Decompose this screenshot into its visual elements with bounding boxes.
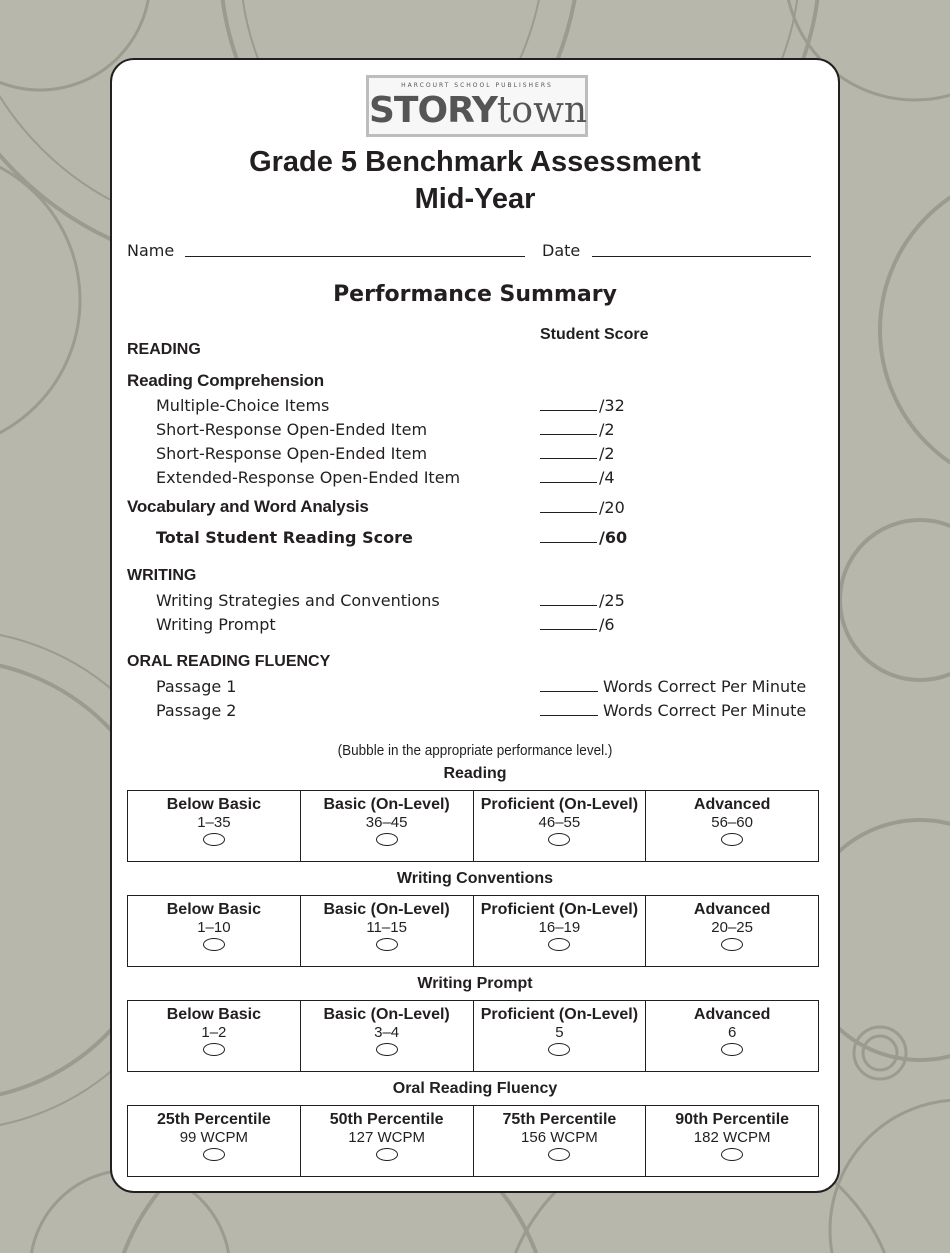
summary-heading: Performance Summary [333,282,617,307]
performance-table [127,895,819,967]
level-label: Proficient (On-Level) [480,796,639,813]
answer-bubble[interactable] [721,1148,743,1161]
storytown-logo [366,75,588,137]
page-title: Grade 5 Benchmark Assessment [249,146,701,178]
performance-cell [300,1106,473,1176]
level-range: 5 [555,1024,564,1041]
answer-bubble[interactable] [376,833,398,846]
level-range: 46–55 [538,814,581,831]
score-item-label: Short-Response Open-Ended Item [156,444,428,463]
answer-bubble[interactable] [548,1148,570,1161]
level-range: 6 [727,1024,737,1041]
passage-label: Passage 1 [156,677,237,696]
score-blank[interactable]: /6 [540,615,615,634]
level-range: 20–25 [711,919,753,936]
fluency-heading: ORAL READING FLUENCY [127,653,331,670]
level-label: 25th Percentile [156,1111,271,1128]
answer-bubble[interactable] [376,1148,398,1161]
table-title: Oral Reading Fluency [392,1080,558,1097]
level-range: 36–45 [365,814,408,831]
score-item-label: Short-Response Open-Ended Item [156,420,428,439]
table-title: Writing Prompt [417,975,533,992]
performance-cell [128,1001,300,1071]
page-subtitle: Mid-Year [414,183,536,215]
level-range: 156 WCPM [521,1129,598,1146]
score-blank[interactable]: /32 [540,396,625,415]
wcpm-blank[interactable]: Words Correct Per Minute [540,701,806,720]
level-label: Below Basic [166,1006,261,1023]
performance-table [127,1000,819,1072]
performance-cell [128,1106,300,1176]
level-range: 16–19 [538,919,581,936]
score-blank[interactable]: /20 [540,498,625,517]
score-item-label: Writing Strategies and Conventions [156,591,440,610]
performance-cell [300,791,473,861]
performance-cell [645,1001,818,1071]
level-label: Basic (On-Level) [323,1006,450,1023]
answer-bubble[interactable] [376,938,398,951]
level-label: Basic (On-Level) [323,901,450,918]
score-blank[interactable]: /2 [540,420,615,439]
writing-heading: WRITING [127,567,197,584]
reading-heading: READING [127,341,201,358]
level-label: Basic (On-Level) [323,796,450,813]
score-blank[interactable]: /60 [540,528,627,547]
table-title: Reading [443,765,507,782]
level-range: 1–2 [201,1024,227,1041]
student-score-header: Student Score [540,326,649,343]
answer-bubble[interactable] [548,938,570,951]
score-blank[interactable]: /25 [540,591,625,610]
score-item-label: Multiple-Choice Items [156,396,330,415]
bg-circle [830,1100,950,1253]
level-range: 56–60 [711,814,753,831]
answer-bubble[interactable] [548,833,570,846]
logo-wordmark [369,90,588,132]
level-label: 50th Percentile [329,1111,444,1128]
answer-bubble[interactable] [721,833,743,846]
performance-cell [473,791,646,861]
level-range: 99 WCPM [179,1129,249,1146]
level-label: Advanced [693,901,771,918]
level-range: 182 WCPM [693,1129,771,1146]
score-item-label: Writing Prompt [156,615,276,634]
level-range: 11–15 [366,919,407,936]
passage-label: Passage 2 [156,701,237,720]
performance-cell [473,1106,646,1176]
score-blank[interactable]: /4 [540,468,615,487]
assessment-card [110,58,840,1193]
level-range: 1–35 [197,814,231,831]
logo-word-light: town [496,90,588,131]
table-title: Writing Conventions [396,870,554,887]
answer-bubble[interactable] [203,1148,225,1161]
level-label: Advanced [693,1006,771,1023]
level-range: 3–4 [374,1024,400,1041]
score-item-label: Extended-Response Open-Ended Item [156,468,461,487]
level-label: 90th Percentile [675,1111,790,1128]
level-range: 127 WCPM [348,1129,425,1146]
score-blank[interactable]: /2 [540,444,615,463]
answer-bubble[interactable] [548,1043,570,1056]
performance-cell [128,791,300,861]
answer-bubble[interactable] [203,1043,225,1056]
bubble-instruction: (Bubble in the appropriate performance level.) [337,742,613,759]
level-label: Advanced [693,796,771,813]
performance-cell [300,1001,473,1071]
performance-cell [300,896,473,966]
performance-cell [473,896,646,966]
name-field[interactable] [185,256,525,257]
logo-word-bold: STORY [369,90,497,131]
level-label: Proficient (On-Level) [480,901,639,918]
logo-publisher: HARCOURT SCHOOL PUBLISHERS [401,82,553,89]
wcpm-blank[interactable]: Words Correct Per Minute [540,677,806,696]
answer-bubble[interactable] [203,938,225,951]
date-field[interactable] [592,256,811,257]
performance-table [127,790,819,862]
level-range: 1–10 [197,919,231,936]
performance-cell [128,896,300,966]
performance-cell [645,1106,818,1176]
performance-cell [645,896,818,966]
performance-cell [645,791,818,861]
date-label: Date [542,241,581,260]
performance-table [127,1105,819,1177]
level-label: Proficient (On-Level) [480,1006,639,1023]
vocabulary-heading: Vocabulary and Word Analysis [127,497,369,516]
answer-bubble[interactable] [721,1043,743,1056]
level-label: Below Basic [166,901,261,918]
name-label: Name [127,241,175,260]
reading-comprehension-heading: Reading Comprehension [127,371,324,390]
answer-bubble[interactable] [376,1043,398,1056]
bg-circle [880,170,950,490]
performance-cell [473,1001,646,1071]
bg-circle [840,520,950,680]
answer-bubble[interactable] [203,833,225,846]
answer-bubble[interactable] [721,938,743,951]
level-label: Below Basic [166,796,261,813]
level-label: 75th Percentile [502,1111,617,1128]
total-reading-label: Total Student Reading Score [156,528,413,547]
